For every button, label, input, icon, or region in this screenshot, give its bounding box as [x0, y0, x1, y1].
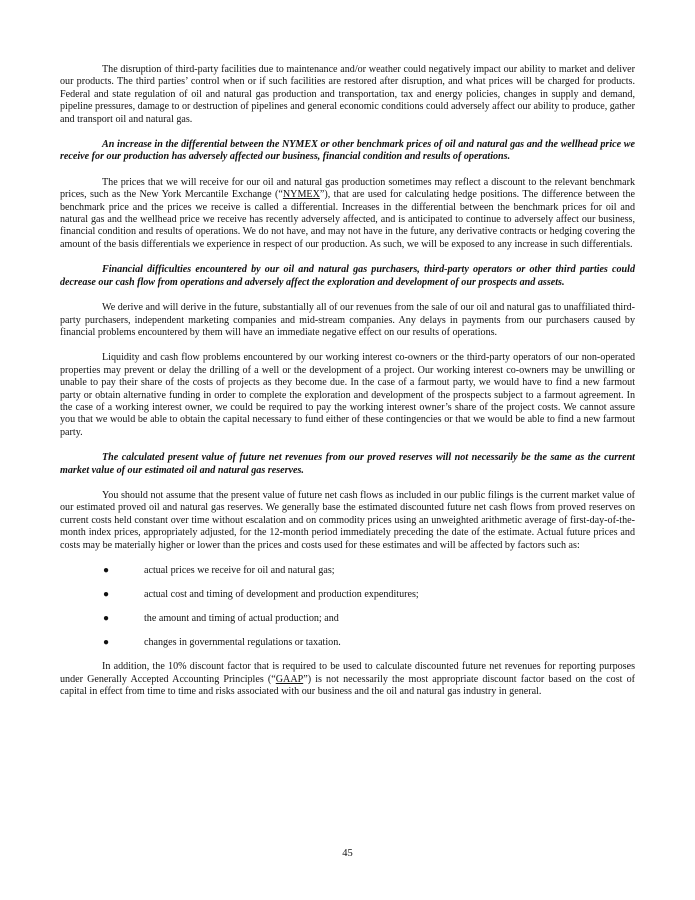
list-item-text: the amount and timing of actual production; and [144, 612, 339, 624]
bullet-icon: ● [103, 565, 110, 576]
paragraph-text: The prices that we will receive for our oil and natural gas production sometimes may reflect a discount to the relevant benchmark prices, such as the New York Mercantile Exchange (“ [60, 176, 635, 201]
list-item [60, 589, 635, 601]
paragraph-revenue-sources: We derive and will derive in the future, substantially all of our revenues from the sale of our oil and natural gas to unaffiliated third-party purchasers, independent marketing companies and mid-stream companies. Any delays in payments from our purchasers caused by financial problems encountered by them will have an immediate negative effect on our results of operations. [60, 302, 635, 338]
risk-heading-nymex-differential: An increase in the differential between the NYMEX or other benchmark prices of oil and natural gas and the wellhead price we receive for our production has adversely affected our business, financial condition and results of operations. [60, 139, 635, 163]
page-number: 45 [342, 848, 353, 859]
document-page [60, 64, 635, 711]
list-item [60, 613, 635, 625]
list-item [60, 565, 635, 577]
paragraph-future-net-cash-flows: You should not assume that the present value of future net cash flows as included in our public filings is the current market value of our estimated proved oil and natural gas reserves. We generally base the estimated discounted future net cash flows from proved reserves on current costs held constant over time without escalation and on commodity prices using an unweighted arithmetic average of first-day-of-the-month index prices, appropriately adjusted, for the 12-month period immediately preceding the date of the estimate. Actual future prices and costs may be materially higher or lower than the prices and costs used for these estimates and will be affected by factors such as: [60, 489, 635, 551]
paragraph-third-party-facilities: The disruption of third-party facilities due to maintenance and/or weather could negatively impact our ability to market and deliver our products. The third parties’ control when or if such facilities are restored after disruption, and what prices will be charged for products. Federal and state regulation of oil and natural gas production and transportation, tax and energy policies, changes in supply and demand, pipeline pressures, damage to or destruction of pipelines and general economic conditions could adversely affect our ability to produce, gather and transport oil and natural gas. [60, 64, 635, 125]
list-item-text: actual cost and timing of development and production expenditures; [144, 588, 419, 600]
risk-heading-financial-difficulties: Financial difficulties encountered by our oil and natural gas purchasers, third-party operators or other third parties could decrease our cash flow from operations and adversely affect the exploration and development of our prospects and assets. [60, 264, 635, 288]
paragraph-text: ”), that are used for calculating hedge positions. The difference between the benchmark price and the prices we receive is called a differential. Increases in the differential between the benchmark prices for oil and natural gas and the wellhead price we receive has recently adversely affected, and is anticipated to continue to adversely affect our business, financial condition and results of operations. We do not have, and may not have in the future, any derivative contracts or hedging covering the amount of the basis differentials we experience in respect of our production. As such, we will be exposed to any increase in such differentials. [60, 189, 635, 250]
paragraph-discount-factor [60, 661, 635, 698]
bullet-icon: ● [103, 636, 110, 648]
list-item [60, 637, 635, 649]
risk-heading-present-value: The calculated present value of future net revenues from our proved reserves will not necessarily be the same as the current market value of our estimated oil and natural gas reserves. [60, 452, 635, 476]
nymex-defined-term: NYMEX [282, 189, 320, 201]
list-item-text: actual prices we receive for oil and natural gas; [144, 565, 335, 576]
gaap-defined-term: GAAP [275, 673, 304, 685]
paragraph-liquidity-problems: Liquidity and cash flow problems encountered by our working interest co-owners or the third-party operators of our non-operated properties may prevent or delay the drilling of a well or the development of a project. Our working interest co-owners may be unwilling or unable to pay their share of the costs of projects as they become due. In the case of a farmout party, we would have to find a new farmout party or obtain alternative funding in order to complete the exploration and development of the prospects subject to a farmout agreement. In the case of a working interest owner, we could be required to pay the working interest owner’s share of the project costs. We cannot assure you that we would be able to obtain the capital necessary to fund either of these contingencies or that we would be able to find a new farmout party. [60, 352, 635, 438]
paragraph-benchmark-prices [60, 177, 635, 251]
bullet-icon: ● [103, 588, 110, 600]
list-item-text: changes in governmental regulations or taxation. [144, 636, 341, 648]
paragraph-text: ”) is not necessarily the most appropriate discount factor based on the cost of capital in effect from time to time and risks associated with our business and the oil and natural gas industry in general. [60, 673, 635, 697]
factors-bullet-list [60, 565, 635, 649]
paragraph-text: In addition, the 10% discount factor that is required to be used to calculate discounted future net revenues for reporting purposes under Generally Accepted Accounting Principles (“ [60, 661, 635, 685]
bullet-icon: ● [103, 612, 110, 624]
